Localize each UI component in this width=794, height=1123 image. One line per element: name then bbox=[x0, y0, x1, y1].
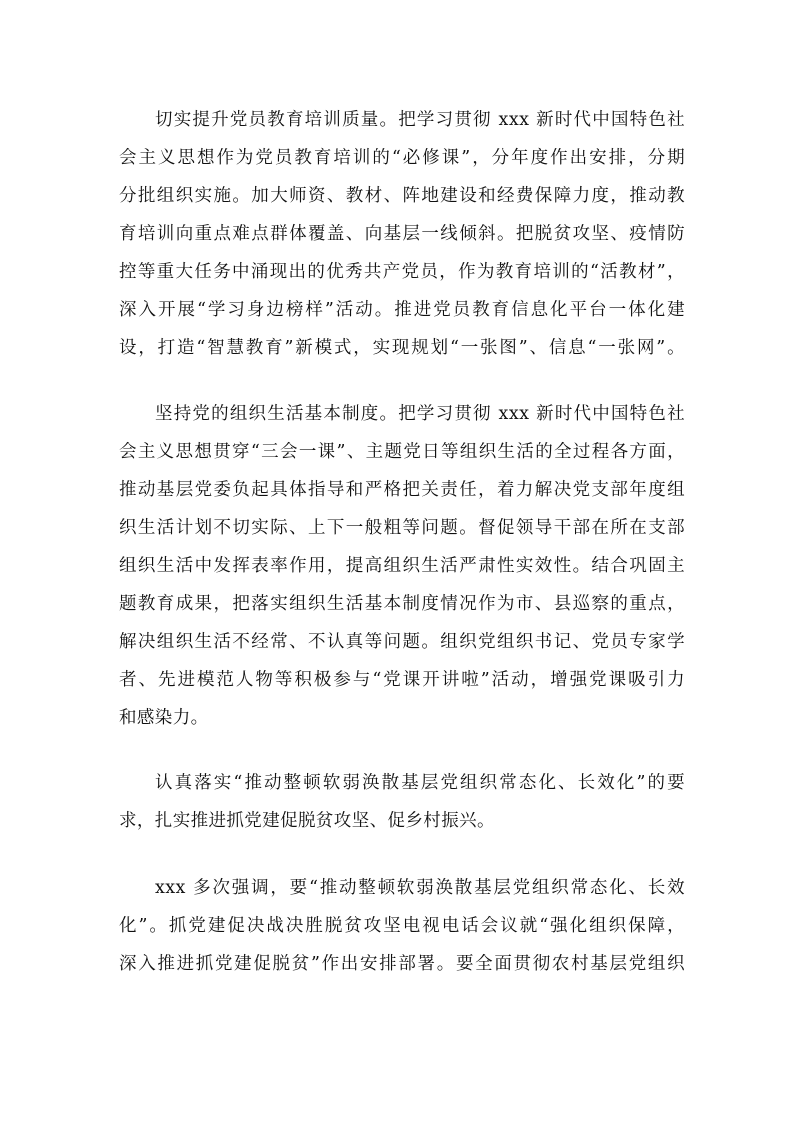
paragraph-line: 求，扎实推进抓党建促脱贫攻坚、促乡村振兴。 bbox=[119, 811, 495, 831]
paragraph-line: 会主义思想作为党员教育培训的“必修课”，分年度作出安排，分期 bbox=[119, 148, 685, 168]
paragraph-line: 控等重大任务中涌现出的优秀共产党员，作为教育培训的“活教材”， bbox=[119, 262, 685, 282]
paragraph-line: 设，打造“智慧教育”新模式，实现规划“一张图”、信息“一张网”。 bbox=[119, 338, 685, 358]
paragraph-line: 认真落实“推动整顿软弱涣散基层党组织常态化、长效化”的要 bbox=[155, 773, 685, 793]
paragraph-line: 化”。抓党建促决战决胜脱贫攻坚电视电话会议就“强化组织保障， bbox=[119, 916, 685, 936]
paragraph-line: 和感染力。 bbox=[119, 708, 209, 728]
paragraph-line: 育培训向重点难点群体覆盖、向基层一线倾斜。把脱贫攻坚、疫情防 bbox=[119, 224, 685, 244]
paragraph-line: 深入开展“学习身边榜样”活动。推进党员教育信息化平台一体化建 bbox=[119, 300, 685, 320]
paragraph-line: 织生活计划不切实际、上下一般粗等问题。督促领导干部在所在支部 bbox=[119, 518, 685, 538]
paragraph-line: 切实提升党员教育培训质量。把学习贯彻 xxx 新时代中国特色社 bbox=[155, 110, 685, 130]
paragraph-line: 组织生活中发挥表率作用，提高组织生活严肃性实效性。结合巩固主 bbox=[119, 556, 685, 576]
paragraph-line: 推动基层党委负起具体指导和严格把关责任，着力解决党支部年度组 bbox=[119, 480, 685, 500]
paragraph-line: xxx 多次强调，要“推动整顿软弱涣散基层党组织常态化、长效 bbox=[155, 878, 685, 898]
paragraph-line: 解决组织生活不经常、不认真等问题。组织党组织书记、党员专家学 bbox=[119, 632, 685, 652]
paragraph-line: 深入推进抓党建促脱贫”作出安排部署。要全面贯彻农村基层党组织 bbox=[119, 954, 685, 974]
paragraph-line: 坚持党的组织生活基本制度。把学习贯彻 xxx 新时代中国特色社 bbox=[155, 404, 685, 424]
paragraph-line: 分批组织实施。加大师资、教材、阵地建设和经费保障力度，推动教 bbox=[119, 186, 685, 206]
paragraph-line: 者、先进模范人物等积极参与“党课开讲啦”活动，增强党课吸引力 bbox=[119, 670, 685, 690]
paragraph-line: 题教育成果，把落实组织生活基本制度情况作为市、县巡察的重点， bbox=[119, 594, 685, 614]
paragraph-line: 会主义思想贯穿“三会一课”、主题党日等组织生活的全过程各方面， bbox=[119, 442, 685, 462]
